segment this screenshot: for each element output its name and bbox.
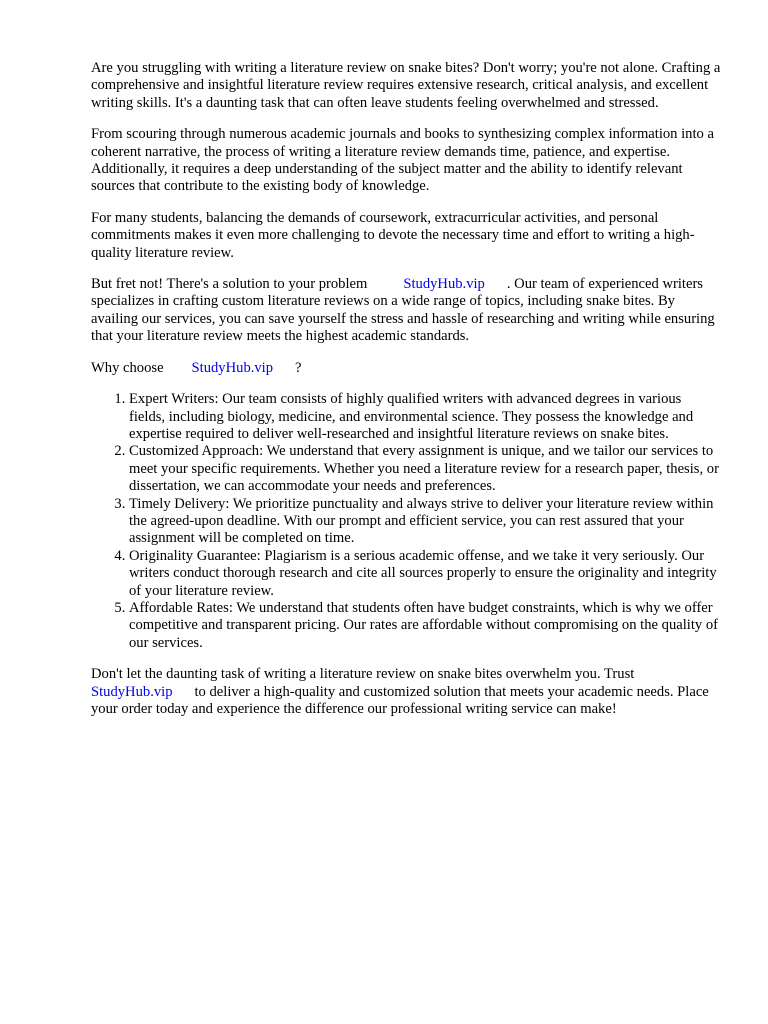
feature-list (91, 391, 721, 652)
studyhub-link[interactable]: StudyHub.vip (191, 359, 274, 376)
closing-text-before: Don't let the daunting task of writing a literature review on snake bites overwhelm you. Trust (91, 666, 635, 683)
closing-paragraph (91, 666, 721, 718)
list-item: 3. Timely Delivery: We prioritize punctuality and always strive to deliver your literature review within the agreed-upon deadline. With our prompt and efficient service, you can rest assured that your assignment will be completed on time. (129, 496, 721, 548)
why-choose-paragraph (91, 360, 721, 377)
solution-text-before: But fret not! There's a solution to your problem (91, 276, 368, 293)
list-item: 2. Customized Approach: We understand that every assignment is unique, and we tailor our services to meet your specific requirements. Whether you need a literature review for a research paper, thesis, or dissertation, we can accommodate your needs and preferences. (129, 443, 721, 495)
why-choose-question-mark: ? (295, 359, 302, 376)
closing-text-after: to deliver a high-quality and customized solution that meets your academic needs. Place your order today and experience the difference our professional writing service can make! (91, 683, 709, 717)
intro-paragraph: Are you struggling with writing a literature review on snake bites? Don't worry; you're not alone. Crafting a comprehensive and insightful literature review requires extensive research, critical analysis, and excellent writing skills. It's a daunting task that can often leave students feeling overwhelmed and stressed. (91, 60, 721, 111)
document-body (91, 60, 721, 732)
solution-paragraph (91, 276, 721, 346)
list-item: 1. Expert Writers: Our team consists of highly qualified writers with advanced degrees in various fields, including biology, medicine, and environmental science. They possess the knowledge and expertise required to deliver well-researched and insightful literature reviews on snake bites. (129, 391, 721, 443)
process-paragraph: From scouring through numerous academic journals and books to synthesizing complex information into a coherent narrative, the process of writing a literature review demands time, patience, and expertise. Additionally, it requires a deep understanding of the subject matter and the ability to identify relevant sources that contribute to the existing body of knowledge. (91, 126, 714, 195)
list-item: 4. Originality Guarantee: Plagiarism is a serious academic offense, and we take it very seriously. Our writers conduct thorough research and cite all sources properly to ensure the originality and integrity of your literature review. (129, 548, 721, 600)
list-item: 5. Affordable Rates: We understand that students often have budget constraints, which is why we offer competitive and transparent pricing. Our rates are affordable without compromising on the quality of our services. (129, 600, 721, 652)
why-choose-text: Why choose (91, 359, 164, 376)
studyhub-link[interactable]: StudyHub.vip (91, 683, 173, 700)
solution-text-after: . Our team of experienced writers specializes in crafting custom literature reviews on a wide range of topics, including snake bites. By availing our services, you can save yourself the stress and hassle of researching and writing while ensuring that your literature review meets the highest academic standards. (91, 276, 715, 345)
challenge-paragraph: For many students, balancing the demands of coursework, extracurricular activities, and personal commitments makes it even more challenging to devote the necessary time and effort to writing a high-quality literature review. (91, 209, 695, 261)
studyhub-link[interactable]: StudyHub.vip (403, 276, 485, 293)
